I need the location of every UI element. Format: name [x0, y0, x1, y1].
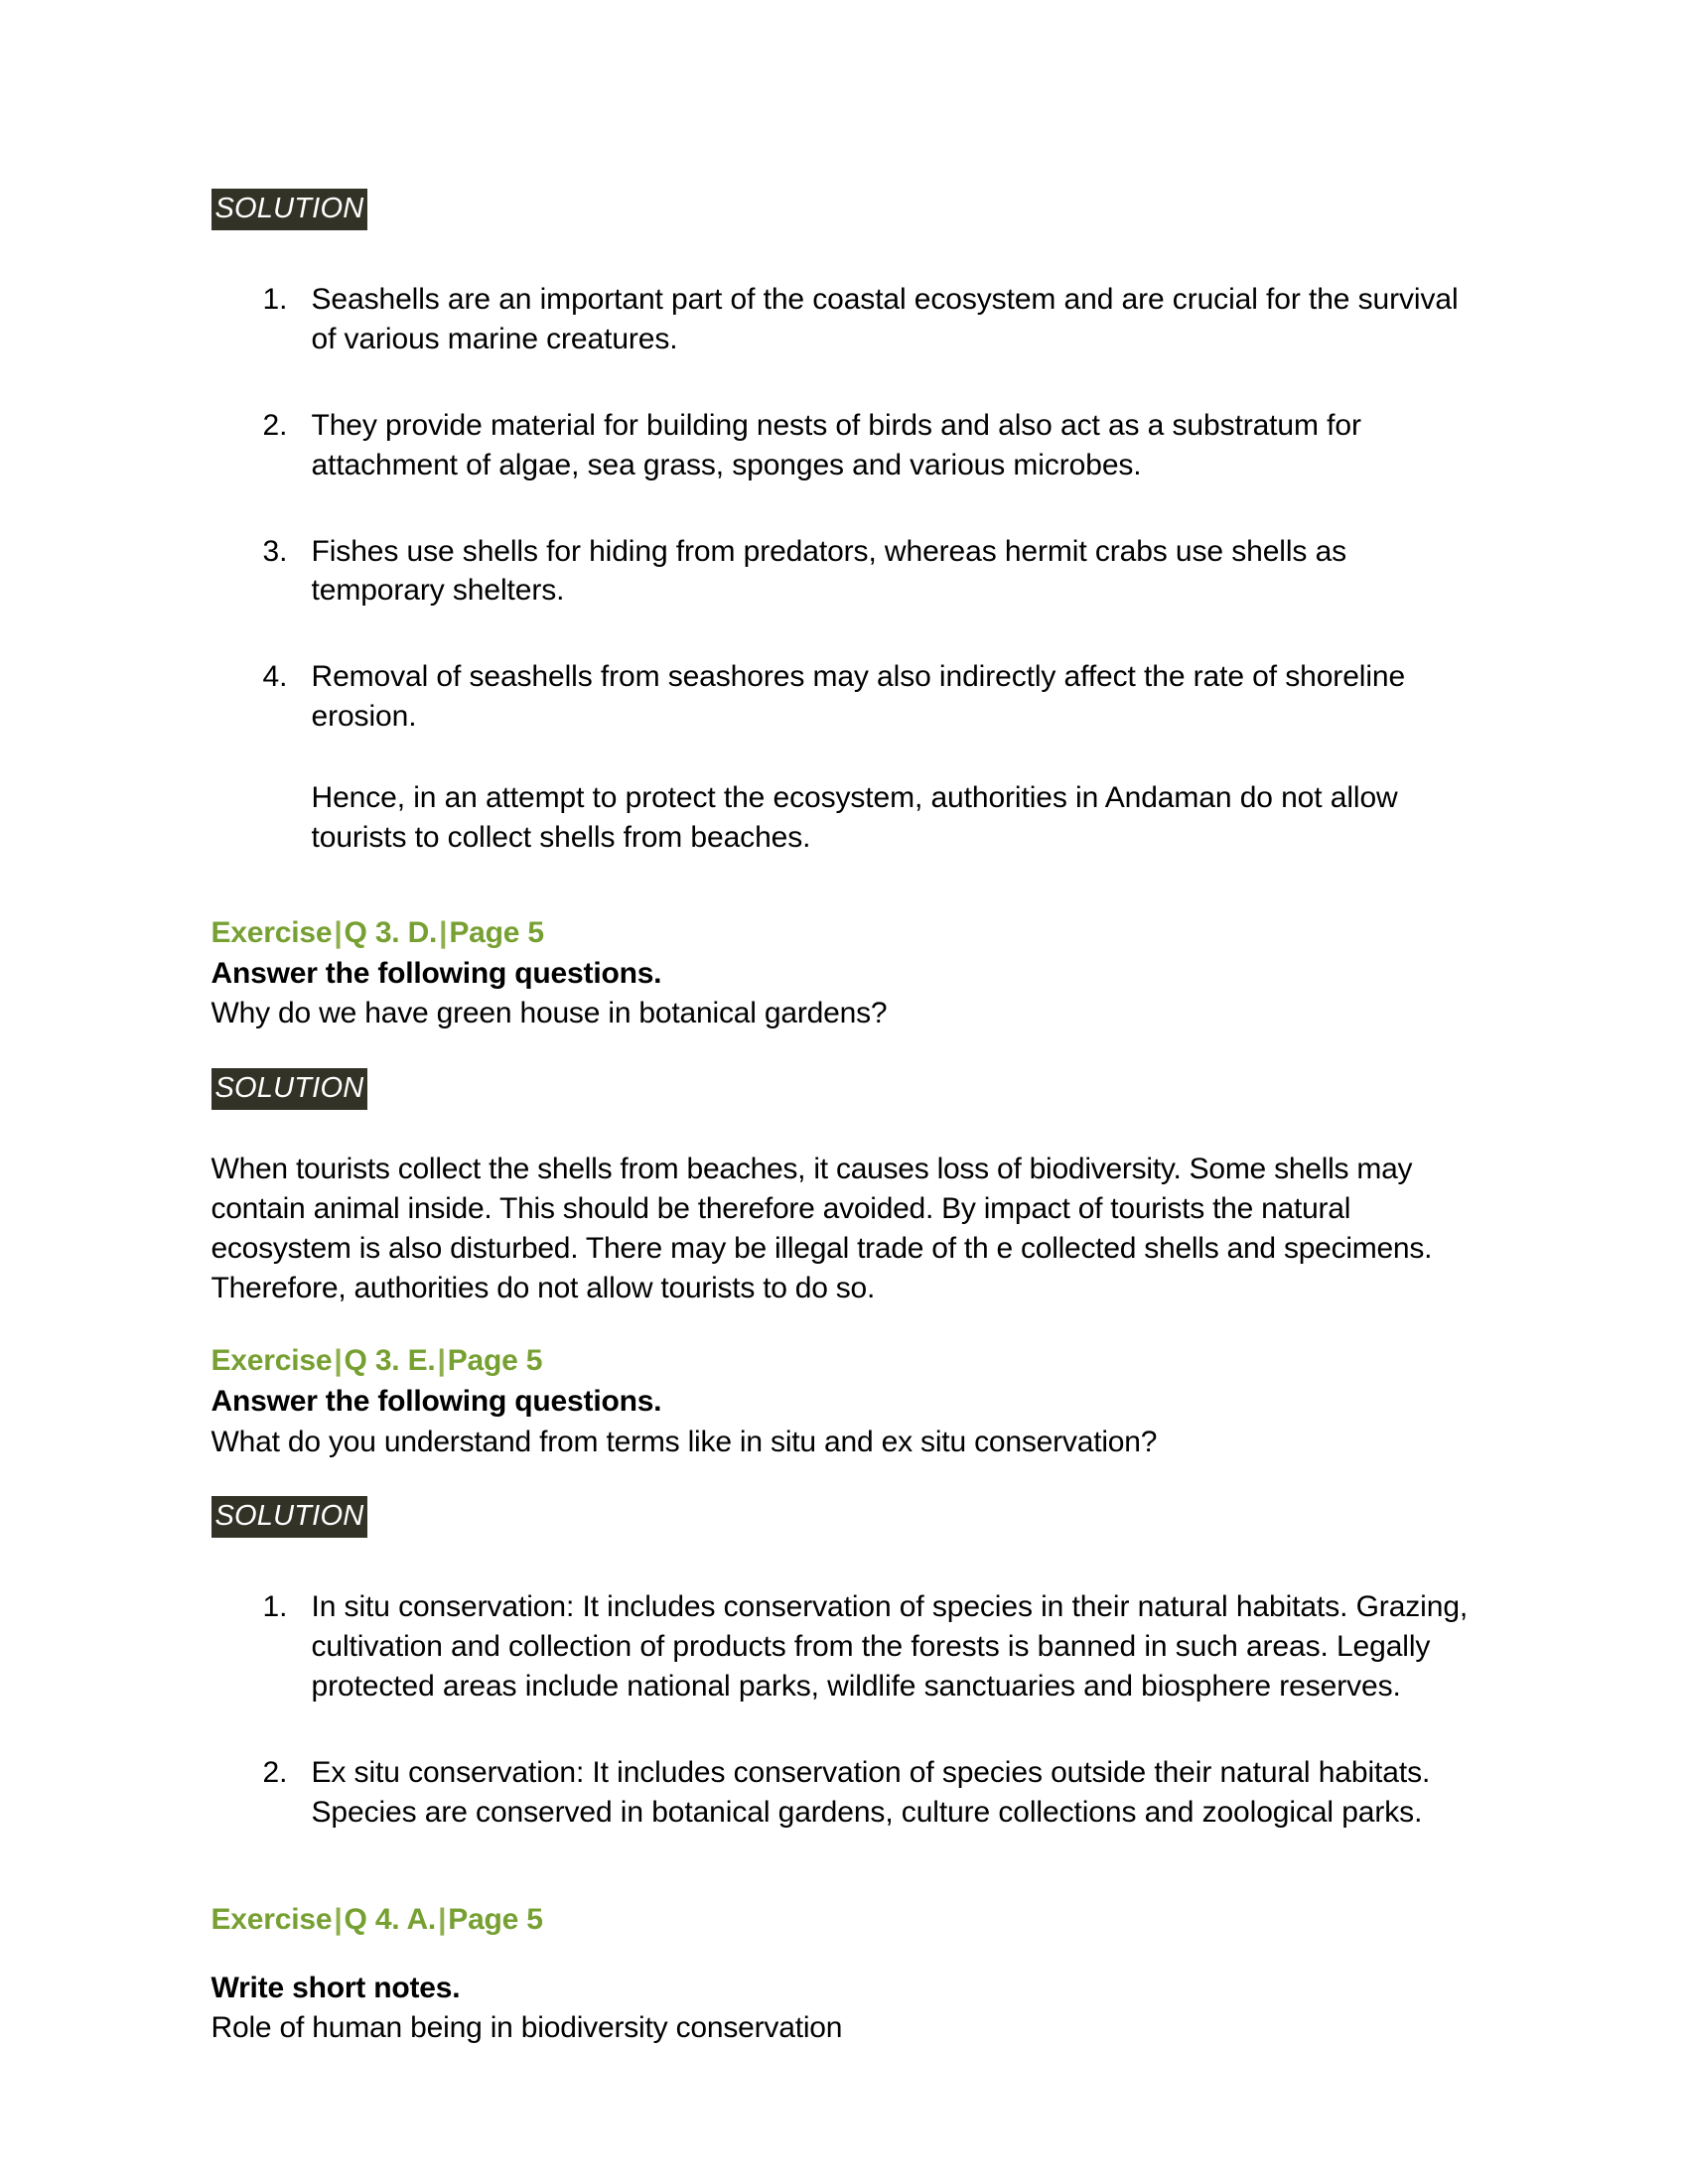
exercise-separator: |: [439, 915, 448, 949]
page-content: [207, 189, 1482, 2047]
spacer: [211, 1833, 1482, 1902]
exercise-page-number: Page 5: [449, 915, 544, 949]
solution-1-list: [211, 280, 1482, 737]
instruction-3e: Answer the following questions.: [211, 1385, 662, 1419]
list-marker: 3.: [262, 534, 288, 568]
list-item-text: Ex situ conservation: It includes conservation of species outside their natural habitats. Species are conserved in botanical gardens, culture collections and zoological parks.: [311, 1756, 1431, 1830]
exercise-heading-3d: [211, 915, 1482, 951]
spacer: [211, 1110, 1482, 1150]
solution-badge: SOLUTION: [211, 189, 368, 230]
list-item: [211, 406, 1482, 485]
exercise-separator: |: [334, 1902, 343, 1936]
exercise-page-number: Page 5: [448, 1902, 543, 1936]
list-item: [211, 1753, 1482, 1833]
spacer: [211, 1538, 1482, 1587]
spacer: [211, 737, 1482, 778]
list-item-text: Seashells are an important part of the coastal ecosystem and are crucial for the survival of various marine creatures.: [311, 283, 1459, 355]
question-4a: Role of human being in biodiversity conservation: [211, 2011, 843, 2045]
solution-badge: SOLUTION: [211, 1068, 368, 1110]
exercise-question-number: Q 4. A.: [344, 1902, 437, 1936]
list-item: [211, 532, 1482, 612]
exercise-label: Exercise: [211, 1902, 333, 1936]
solution-badge-wrapper-1: [211, 189, 1482, 230]
spacer: [211, 1938, 1482, 1966]
spacer: [211, 1460, 1482, 1496]
solution-badge-wrapper-3: [211, 1496, 1482, 1538]
list-marker: 1.: [262, 1590, 288, 1624]
spacer: [211, 230, 1482, 280]
instruction-3d: Answer the following questions.: [211, 956, 662, 990]
exercise-heading-3e: [211, 1343, 1482, 1379]
solution-badge-wrapper-2: [211, 1068, 1482, 1110]
solution-3e-list: [211, 1587, 1482, 1832]
exercise-label: Exercise: [211, 915, 333, 949]
list-item-text: In situ conservation: It includes conservation of species in their natural habitats. Grazing, cultivation and collection of products from the forests is banned in such areas. Legally protected areas include national parks, wildlife sanctuaries and biosphere reserves.: [311, 1590, 1469, 1704]
list-item: [211, 280, 1482, 359]
list-item-text: Fishes use shells for hiding from predators, whereas hermit crabs use shells as temporary shelters.: [311, 534, 1347, 608]
spacer: [211, 858, 1482, 915]
list-marker: 2.: [262, 1756, 288, 1790]
solution-badge: SOLUTION: [211, 1496, 368, 1538]
list-marker: 2.: [262, 408, 288, 442]
list-item-text: Removal of seashells from seashores may also indirectly affect the rate of shoreline erosion.: [311, 660, 1406, 734]
exercise-question-number: Q 3. E.: [344, 1344, 436, 1378]
exercise-label: Exercise: [211, 1344, 333, 1378]
question-3e: What do you understand from terms like in situ and ex situ conservation?: [211, 1425, 1158, 1458]
exercise-separator: |: [438, 1902, 447, 1936]
list-marker: 1.: [262, 283, 288, 316]
exercise-heading-4a: [211, 1902, 1482, 1938]
exercise-separator: |: [334, 1344, 343, 1378]
list-item: [211, 657, 1482, 737]
spacer: [211, 1032, 1482, 1068]
exercise-page-number: Page 5: [447, 1344, 543, 1378]
exercise-separator: |: [334, 915, 343, 949]
list-item: [211, 1587, 1482, 1706]
exercise-separator: |: [437, 1344, 446, 1378]
exercise-question-number: Q 3. D.: [344, 915, 438, 949]
instruction-4a: Write short notes.: [211, 1971, 461, 2004]
solution-1-closing-paragraph: Hence, in an attempt to protect the ecosystem, authorities in Andaman do not allow tourists to collect shells from beaches.: [311, 781, 1398, 855]
solution-3d-answer: When tourists collect the shells from beaches, it causes loss of biodiversity. Some shells may contain animal inside. This should be therefore avoided. By impact of tourists the natural ecosystem is also disturbed. There may be illegal trade of th e collected shells and specimens. Therefore, authorities do not allow tourists to do so.: [211, 1152, 1433, 1304]
list-marker: 4.: [262, 660, 288, 694]
question-3d: Why do we have green house in botanical gardens?: [211, 997, 888, 1030]
spacer: [211, 1307, 1482, 1343]
list-item-text: They provide material for building nests of birds and also act as a substratum for attachment of algae, sea grass, sponges and various microbes.: [311, 408, 1361, 481]
